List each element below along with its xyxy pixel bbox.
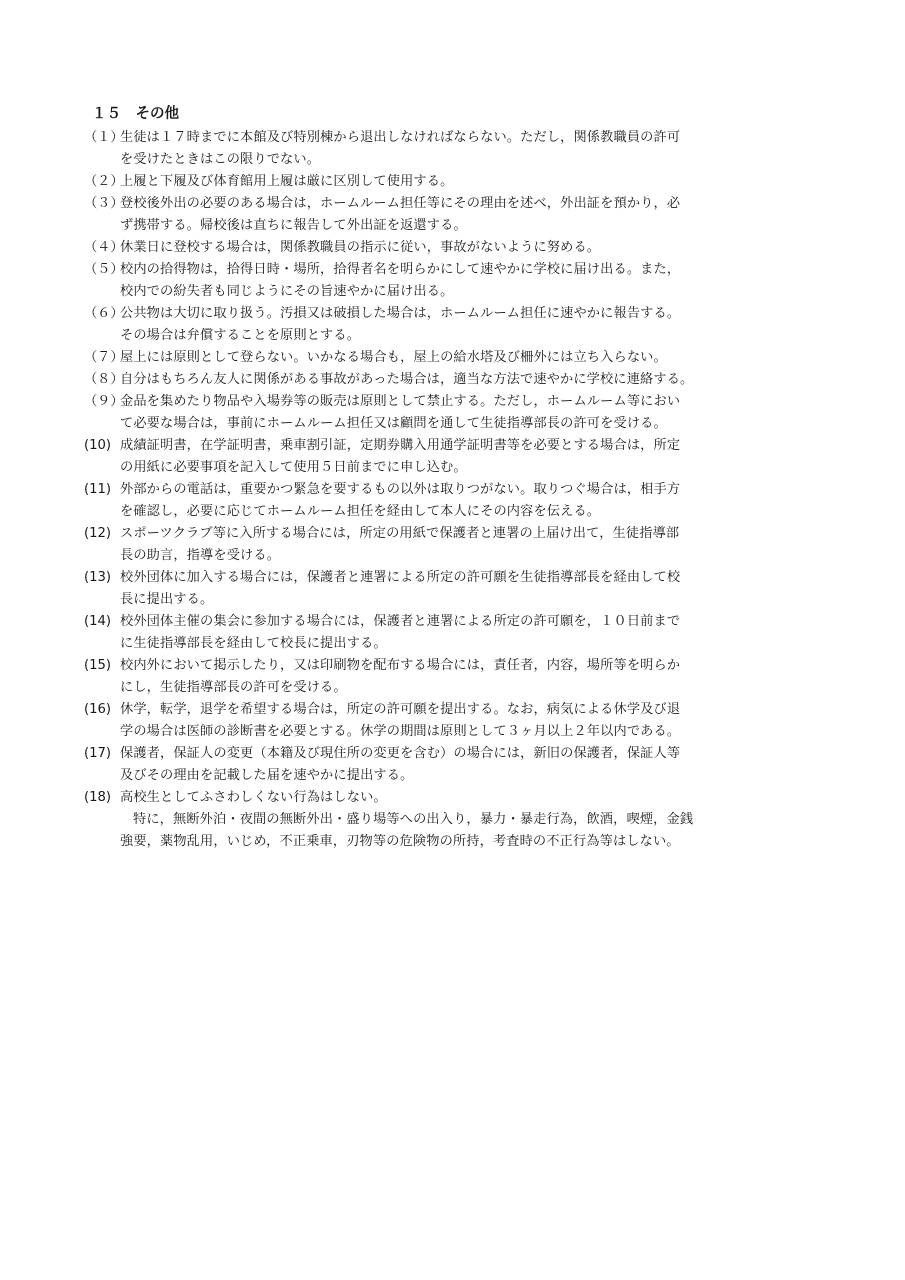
list-item — [84, 655, 824, 699]
item-text — [120, 347, 824, 369]
item-text — [120, 787, 824, 853]
item-line: 休業日に登校する場合は，関係教職員の指示に従い，事故がないように努める。 — [120, 240, 601, 255]
list-item — [84, 127, 824, 171]
item-text — [120, 193, 824, 237]
list-item — [84, 787, 824, 853]
item-line: にし，生徒指導部長の許可を受ける。 — [120, 680, 347, 695]
item-text — [120, 655, 824, 699]
item-number: (15) — [84, 658, 112, 673]
item-note-line: 強要，薬物乱用，いじめ，不正乗車，刃物等の危険物の所持，考査時の不正行為等はしない。 — [120, 834, 680, 849]
item-number: (12) — [84, 526, 112, 541]
item-text — [120, 743, 824, 787]
item-text — [120, 127, 824, 171]
item-number: （７） — [84, 350, 124, 365]
item-line: 校内での紛失者も同じようにその旨速やかに届け出る。 — [120, 284, 454, 299]
item-number: （６） — [84, 306, 124, 321]
item-line: ず携帯する。帰校後は直ちに報告して外出証を返還する。 — [120, 218, 467, 233]
item-text — [120, 523, 824, 567]
list-item — [84, 435, 824, 479]
item-line: に生徒指導部長を経由して校長に提出する。 — [120, 636, 387, 651]
item-number: (14) — [84, 614, 112, 629]
item-number: （５） — [84, 262, 124, 277]
item-line: て必要な場合は，事前にホームルーム担任又は顧問を通して生徒指導部長の許可を受ける。 — [120, 416, 667, 431]
item-text — [120, 479, 824, 523]
list-item — [84, 611, 824, 655]
section-number: １５ — [92, 106, 121, 122]
item-text — [120, 699, 824, 743]
item-text — [120, 303, 824, 347]
list-item — [84, 237, 824, 259]
item-number: （９） — [84, 394, 124, 409]
item-text — [120, 369, 824, 391]
item-line: 休学，転学，退学を希望する場合は，所定の許可願を提出する。なお，病気による休学及び退 — [120, 702, 681, 717]
list-item — [84, 369, 824, 391]
list-item — [84, 699, 824, 743]
list-item — [84, 743, 824, 787]
item-line: その場合は弁償することを原則とする。 — [120, 328, 361, 343]
item-line: 成績証明書，在学証明書，乗車割引証，定期券購入用通学証明書等を必要とする場合は，所定 — [120, 438, 681, 453]
item-text — [120, 259, 824, 303]
item-text — [120, 435, 824, 479]
item-number: (18) — [84, 790, 112, 805]
item-line: 校外団体に加入する場合には，保護者と連署による所定の許可願を生徒指導部長を経由して校 — [120, 570, 681, 585]
item-number: (17) — [84, 746, 112, 761]
item-text — [120, 171, 824, 193]
item-line: 保護者，保証人の変更（本籍及び現住所の変更を含む）の場合には，新旧の保護者，保証人等 — [120, 746, 681, 761]
item-line: 登校後外出の必要のある場合は，ホームルーム担任等にその理由を述べ，外出証を預かり，必 — [120, 196, 681, 211]
section-title: その他 — [135, 106, 179, 122]
list-item — [84, 347, 824, 369]
list-item — [84, 303, 824, 347]
list-item — [84, 523, 824, 567]
item-number: (11) — [84, 482, 112, 497]
list-item — [84, 567, 824, 611]
item-text — [120, 237, 824, 259]
item-line: 長の助言，指導を受ける。 — [120, 548, 281, 563]
item-note-line: 特に，無断外泊・夜間の無断外出・盛り場等への出入り，暴力・暴走行為，飲酒，喫煙，金銭 — [133, 812, 694, 827]
item-number: （１） — [84, 130, 124, 145]
item-line: 校内の拾得物は，拾得日時・場所，拾得者名を明らかにして速やかに学校に届け出る。また， — [120, 262, 681, 277]
rules-list — [84, 127, 824, 853]
item-text — [120, 611, 824, 655]
item-number: (16) — [84, 702, 112, 717]
list-item — [84, 391, 824, 435]
item-text — [120, 567, 824, 611]
item-text — [120, 391, 824, 435]
item-line: 上履と下履及び体育館用上履は厳に区別して使用する。 — [120, 174, 454, 189]
item-line: の用紙に必要事項を記入して使用５日前までに申し込む。 — [120, 460, 467, 475]
list-item — [84, 479, 824, 523]
item-line: 学の場合は医師の診断書を必要とする。休学の期間は原則として３ヶ月以上２年以内である。 — [120, 724, 681, 739]
item-number: （３） — [84, 196, 124, 211]
item-number: （２） — [84, 174, 124, 189]
item-line: スポーツクラブ等に入所する場合には，所定の用紙で保護者と連署の上届け出て，生徒指導部 — [120, 526, 680, 541]
item-line: 校内外において掲示したり，又は印刷物を配布する場合には，責任者，内容，場所等を明らか — [120, 658, 681, 673]
item-line: を確認し，必要に応じてホームルーム担任を経由して本人にその内容を伝える。 — [120, 504, 601, 519]
item-line: 外部からの電話は，重要かつ緊急を要するもの以外は取りつがない。取りつぐ場合は，相手方 — [120, 482, 681, 497]
item-line: 屋上には原則として登らない。いかなる場合も，屋上の給水塔及び柵外には立ち入らない。 — [120, 350, 667, 365]
item-line: 及びその理由を記載した届を速やかに提出する。 — [120, 768, 414, 783]
item-line: を受けたときはこの限りでない。 — [120, 152, 321, 167]
list-item — [84, 193, 824, 237]
item-line: 生徒は１７時までに本館及び特別棟から退出しなければならない。ただし，関係教職員の許可 — [120, 130, 681, 145]
section-heading — [92, 103, 179, 125]
item-number: （４） — [84, 240, 124, 255]
list-item — [84, 259, 824, 303]
item-line: 公共物は大切に取り扱う。汚損又は破損した場合は，ホームルーム担任に速やかに報告する。 — [120, 306, 681, 321]
item-line: 自分はもちろん友人に関係がある事故があった場合は，適当な方法で速やかに学校に連絡する。 — [120, 372, 694, 387]
item-line: 校外団体主催の集会に参加する場合には，保護者と連署による所定の許可願を，１０日前まで — [120, 614, 681, 629]
item-number: （８） — [84, 372, 124, 387]
item-number: (10) — [84, 438, 112, 453]
item-number: (13) — [84, 570, 112, 585]
item-line: 長に提出する。 — [120, 592, 214, 607]
item-line: 高校生としてふさわしくない行為はしない。 — [120, 790, 387, 805]
list-item — [84, 171, 824, 193]
item-line: 金品を集めたり物品や入場券等の販売は原則として禁止する。ただし，ホームルーム等におい — [120, 394, 681, 409]
